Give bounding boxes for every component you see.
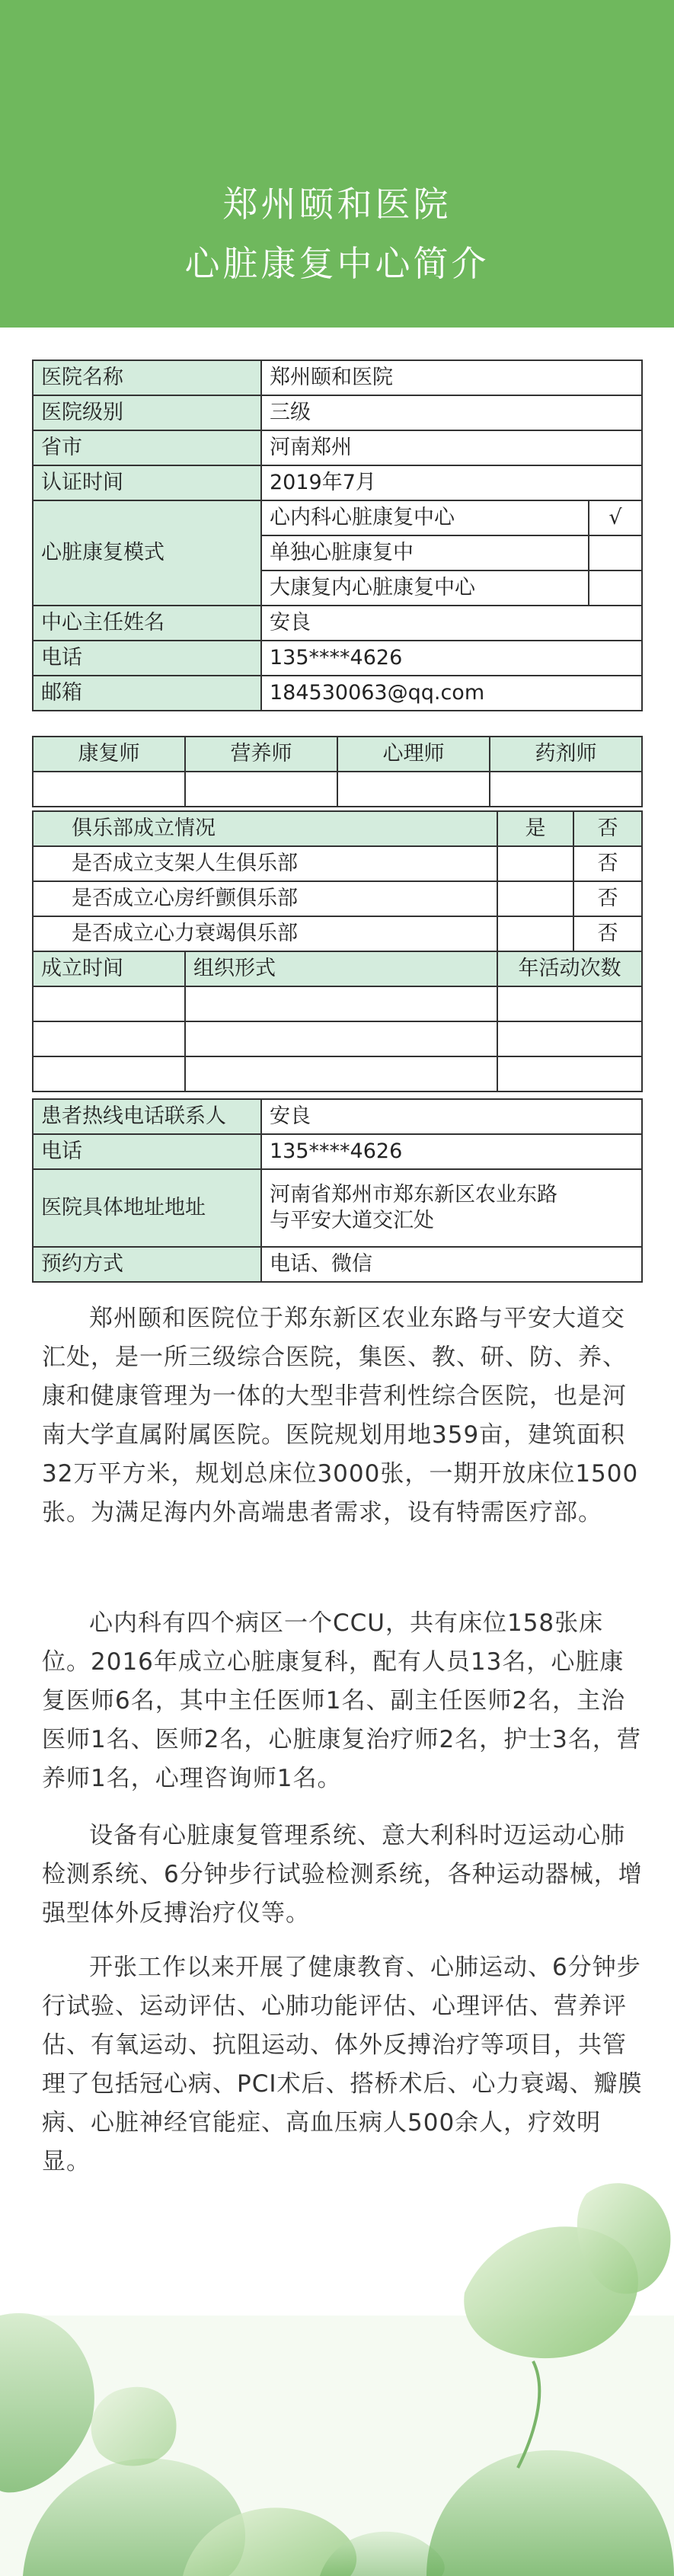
- row-label: 中心主任姓名: [33, 606, 261, 641]
- intro-paragraph-2: 心内科有四个病区一个CCU，共有床位158张床位。2016年成立心脏康复科，配有人员13名，心脏康复医师6名，其中主任医师1名、副主任医师2名，主治医师1名、医师2名，心脏康复治疗师2名，护士3名，营养师1名，心理咨询师1名。: [42, 1609, 641, 1792]
- club-item-name: 是否成立支架人生俱乐部: [33, 846, 497, 881]
- row-value: 135****4626: [261, 1134, 642, 1169]
- club-table: [32, 810, 643, 1092]
- row-label: 医院级别: [33, 395, 261, 430]
- intro-paragraph-3: 设备有心脏康复管理系统、意大利科时迈运动心肺检测系统、6分钟步行试验检测系统，各种运动器械，增强型体外反搏治疗仪等。: [42, 1822, 643, 1927]
- check-mark: [589, 535, 642, 570]
- staff-cell: [33, 772, 185, 807]
- staff-cell: [337, 772, 490, 807]
- table-row: [33, 1247, 642, 1282]
- club-col-header: 组织形式: [185, 951, 497, 986]
- header-banner: [0, 0, 674, 328]
- table-row: [33, 846, 642, 881]
- booking-label: 预约方式: [33, 1247, 261, 1282]
- address-label: 医院具体地址地址: [33, 1169, 261, 1247]
- check-mark: √: [589, 500, 642, 535]
- intro-paragraph-1: 郑州颐和医院位于郑东新区农业东路与平安大道交汇处，是一所三级综合医院，集医、教、研、防、养、康和健康管理为一体的大型非营利性综合医院，也是河南大学直属附属医院。医院规划用地359亩，建筑面积32万平方米，规划总床位3000张，一期开放床位1500张。为满足海内外高端患者需求，设有特需医疗部。: [42, 1305, 639, 1526]
- table-row: [33, 811, 642, 846]
- mode-name: 大康复内心脏康复中心: [261, 570, 589, 606]
- club-cell: [33, 1056, 185, 1091]
- mode-name: 单独心脏康复中: [261, 535, 589, 570]
- table-row: [33, 395, 642, 430]
- table-row: [33, 1099, 642, 1134]
- club-cell: [33, 986, 185, 1021]
- club-yes-cell: [497, 881, 573, 916]
- club-answer: 否: [573, 881, 642, 916]
- table-row: [33, 430, 642, 465]
- mode-label: 心脏康复模式: [33, 500, 261, 606]
- mode-name: 心内科心脏康复中心: [261, 500, 589, 535]
- club-yes-cell: [497, 916, 573, 951]
- table-row: [33, 360, 642, 395]
- table-row: [33, 500, 642, 535]
- row-value: 三级: [261, 395, 642, 430]
- table-row: [33, 641, 642, 676]
- row-label: 患者热线电话联系人: [33, 1099, 261, 1134]
- leaf-decoration: [0, 2163, 674, 2576]
- staff-header: 康复师: [33, 737, 185, 772]
- row-label: 医院名称: [33, 360, 261, 395]
- table-row: [33, 951, 642, 986]
- club-no-header: 否: [573, 811, 642, 846]
- address-value: [261, 1169, 642, 1247]
- club-yes-header: 是: [497, 811, 573, 846]
- contact-table: [32, 1098, 643, 1283]
- check-mark: [589, 570, 642, 606]
- table-row: [33, 465, 642, 500]
- club-title: 俱乐部成立情况: [33, 811, 497, 846]
- row-value: 135****4626: [261, 641, 642, 676]
- table-row: [33, 1056, 642, 1091]
- club-answer: 否: [573, 846, 642, 881]
- row-label: 邮箱: [33, 676, 261, 711]
- row-label: 电话: [33, 1134, 261, 1169]
- row-value: 河南郑州: [261, 430, 642, 465]
- club-cell: [185, 1021, 497, 1056]
- club-cell: [497, 1056, 642, 1091]
- row-value: 郑州颐和医院: [261, 360, 642, 395]
- table-row: [33, 881, 642, 916]
- club-cell: [33, 1021, 185, 1056]
- row-label: 认证时间: [33, 465, 261, 500]
- info-table: [32, 360, 643, 711]
- row-value: 安良: [261, 606, 642, 641]
- table-row: [33, 1134, 642, 1169]
- club-cell: [497, 986, 642, 1021]
- staff-cell: [490, 772, 642, 807]
- club-cell: [497, 1021, 642, 1056]
- table-row: [33, 1021, 642, 1056]
- intro-paragraph-4: 开张工作以来开展了健康教育、心肺运动、6分钟步行试验、运动评估、心肺功能评估、心理评估、营养评估、有氧运动、抗阻运动、体外反搏治疗等项目，共管理了包括冠心病、PCI术后、搭桥术后、心力衰竭、瓣膜病、心脏神经官能症、高血压病人500余人，疗效明显。: [42, 1954, 643, 2175]
- row-value: 安良: [261, 1099, 642, 1134]
- row-value: 2019年7月: [261, 465, 642, 500]
- address-line2: 与平安大道交汇处: [270, 1209, 434, 1232]
- club-answer: 否: [573, 916, 642, 951]
- staff-table: [32, 736, 643, 807]
- table-row: [33, 916, 642, 951]
- table-row: [33, 737, 642, 772]
- club-yes-cell: [497, 846, 573, 881]
- page-title-line1: 郑州颐和医院: [222, 184, 452, 225]
- row-label: 省市: [33, 430, 261, 465]
- table-row: [33, 676, 642, 711]
- club-item-name: 是否成立心房纤颤俱乐部: [33, 881, 497, 916]
- table-row: [33, 772, 642, 807]
- row-value: 184530063@qq.com: [261, 676, 642, 711]
- club-cell: [185, 1056, 497, 1091]
- booking-value: 电话、微信: [261, 1247, 642, 1282]
- row-label: 电话: [33, 641, 261, 676]
- club-item-name: 是否成立心力衰竭俱乐部: [33, 916, 497, 951]
- page-title-line2: 心脏康复中心简介: [184, 243, 490, 284]
- address-line1: 河南省郑州市郑东新区农业东路: [270, 1183, 557, 1207]
- staff-header: 营养师: [185, 737, 337, 772]
- table-row: [33, 986, 642, 1021]
- table-row: [33, 1169, 642, 1247]
- staff-header: 心理师: [337, 737, 490, 772]
- club-col-header: 成立时间: [33, 951, 185, 986]
- staff-cell: [185, 772, 337, 807]
- table-row: [33, 606, 642, 641]
- club-cell: [185, 986, 497, 1021]
- staff-header: 药剂师: [490, 737, 642, 772]
- club-col-header: 年活动次数: [497, 951, 642, 986]
